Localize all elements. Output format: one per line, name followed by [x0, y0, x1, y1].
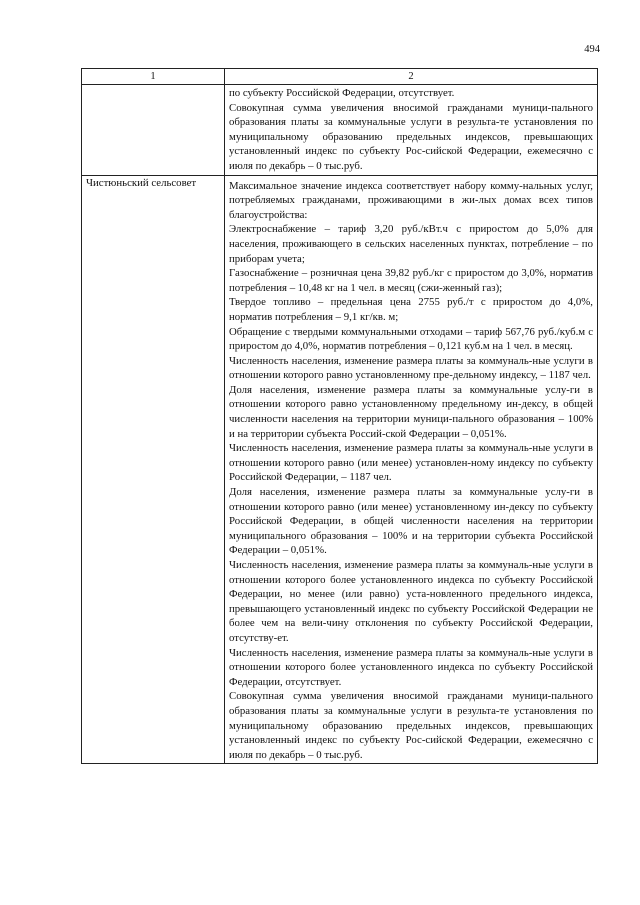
paragraph: Доля населения, изменение размера платы за коммунальные услу-ги в отношении которого равно установленному предельному ин-дексу, в общей численности населения на территории муници-пального образования – 100% и на территории субъекта Россий-ской Федерации – 0,051%.: [229, 383, 593, 440]
paragraph: Обращение с твердыми коммунальными отходами – тариф 567,76 руб./куб.м с приростом до 4,0%, норматив потребления – 0,121 куб.м на 1 чел. в месяц.: [229, 325, 593, 353]
municipality-name-cell: Чистюньский сельсовет: [82, 175, 225, 764]
paragraph: по субъекту Российской Федерации, отсутствует.: [229, 87, 455, 99]
paragraph: Совокупная сумма увеличения вносимой гражданами муници-пального образования платы за коммунальные услуги в результа-те установления по муниципальному образованию предельных индексов, превышающих установленный индекс по субъекту Рос-сийской Федерации, ежемесячно с июля по декабрь – 0 тыс.руб.: [229, 690, 593, 761]
paragraph: Газоснабжение – розничная цена 39,82 руб./кг с приростом до 3,0%, норматив потребления – 10,48 кг на 1 чел. в месяц (сжи-женный газ);: [229, 267, 593, 294]
table-header-row: [82, 69, 598, 85]
description-cell: [225, 85, 598, 176]
municipality-name-cell: [82, 85, 225, 176]
column-header-2: 2: [225, 69, 598, 85]
paragraph: Электроснабжение – тариф 3,20 руб./кВт.ч с приростом до 5,0% для населения, проживающего в сельских населенных пунктах, потребление – по приборам учета;: [229, 223, 593, 265]
paragraph: Твердое топливо – предельная цена 2755 руб./т с приростом до 4,0%, норматив потребления – 9,1 кг/кв. м;: [229, 296, 593, 323]
paragraph: Доля населения, изменение размера платы за коммунальные услу-ги в отношении которого равно (или менее) установленному ин-дексу по субъекту Российской Федерации, в общей численности населения на территории муниципального образования – 100% и на территории субъекта Российской Федерации – 0,051%.: [229, 486, 593, 557]
page-number: 494: [584, 44, 600, 55]
document-table: [81, 68, 598, 764]
column-header-1: 1: [82, 69, 225, 85]
table-row: [82, 85, 598, 176]
paragraph: Максимальное значение индекса соответствует набору комму-нальных услуг, потребляемых гражданами, проживающими в жи-лых домах всех типов благоустройства:: [229, 179, 593, 221]
description-cell: [225, 175, 598, 764]
paragraph: Численность населения, изменение размера платы за коммуналь-ные услуги в отношении которого более установленного индекса по субъекту Российской Федерации, отсутствует.: [229, 646, 593, 688]
paragraph: Численность населения, изменение размера платы за коммуналь-ные услуги в отношении которого равно установленному пре-дельному индексу, – 1187 чел.: [229, 354, 593, 382]
paragraph: Совокупная сумма увеличения вносимой гражданами муници-пального образования платы за коммунальные услуги в результа-те установления по муниципальному образованию предельных индексов, превышающих установленный индекс по субъекту Рос-сийской Федерации, ежемесячно с июля по декабрь – 0 тыс.руб.: [229, 101, 593, 172]
table-row: [82, 175, 598, 764]
paragraph: Численность населения, изменение размера платы за коммуналь-ные услуги в отношении которого равно (или менее) установлен-ному индексу по субъекту Российской Федерации, – 1187 чел.: [229, 442, 593, 484]
paragraph: Численность населения, изменение размера платы за коммуналь-ные услуги в отношении которого более установленного индекса по субъекту Российской Федерации, но менее (или равно) уста-новленного предельного индекса, превышающего установленный индекс по субъекту Российской Федерации не более чем на вели-чину отклонения по субъекту Российской Федерации, отсутству-ет.: [229, 559, 593, 644]
